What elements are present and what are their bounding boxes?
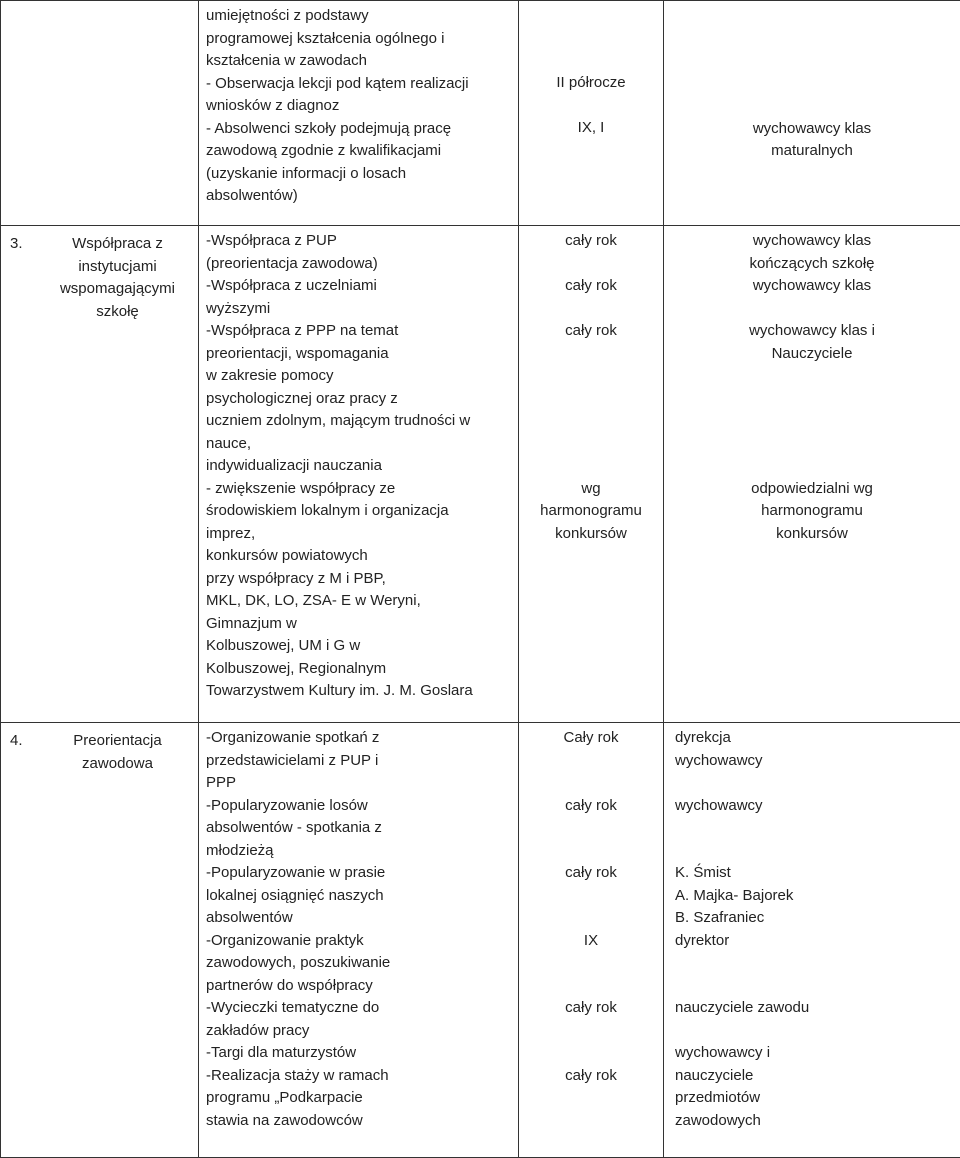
text-line: cały rok <box>523 1065 659 1088</box>
text-line: wg <box>523 478 659 501</box>
text-line: kończących szkołę <box>668 253 956 276</box>
text-line: szkołę <box>41 301 194 324</box>
text-line: wspomagającymi <box>41 278 194 301</box>
text-line: Kolbuszowej, Regionalnym <box>206 658 510 681</box>
text-line: konkursów <box>523 523 659 546</box>
row-theme <box>1 723 198 775</box>
text-line: zawodowa <box>41 753 194 776</box>
text-line: zawodową zgodnie z kwalifikacjami <box>206 140 510 163</box>
text-line <box>675 975 954 998</box>
text-line: konkursów <box>668 523 956 546</box>
text-line: cały rok <box>523 275 659 298</box>
term-lines <box>519 226 663 545</box>
responsible-cell <box>664 723 960 1158</box>
responsible-lines <box>664 226 960 545</box>
text-line: IX <box>523 930 659 953</box>
text-line <box>523 433 659 456</box>
text-line <box>675 772 954 795</box>
text-line: nauczyciele zawodu <box>675 997 954 1020</box>
text-line: Towarzystwem Kultury im. J. M. Goslara <box>206 680 510 703</box>
text-line: absolwentów) <box>206 185 510 208</box>
text-line: - Obserwacja lekcji pod kątem realizacji <box>206 73 510 96</box>
text-line: cały rok <box>523 997 659 1020</box>
text-line <box>668 28 956 51</box>
text-line <box>675 817 954 840</box>
text-line: Gimnazjum w <box>206 613 510 636</box>
description-cell <box>199 226 519 723</box>
description-cell <box>199 723 519 1158</box>
text-line: maturalnych <box>668 140 956 163</box>
text-line: odpowiedzialni wg <box>668 478 956 501</box>
theme-cell <box>1 723 199 1158</box>
text-line <box>523 750 659 773</box>
text-line: dyrektor <box>675 930 954 953</box>
text-line: -Współpraca z PUP <box>206 230 510 253</box>
responsible-lines <box>664 723 960 1132</box>
text-line <box>668 95 956 118</box>
description-cell <box>199 1 519 226</box>
text-line: absolwentów - spotkania z <box>206 817 510 840</box>
term-lines <box>519 723 663 1087</box>
table-row <box>1 1 960 226</box>
text-line: Kolbuszowej, UM i G w <box>206 635 510 658</box>
text-line: dyrekcja <box>675 727 954 750</box>
text-line <box>523 840 659 863</box>
text-line: harmonogramu <box>668 500 956 523</box>
term-cell <box>519 1 664 226</box>
text-line <box>523 1042 659 1065</box>
text-line: Nauczyciele <box>668 343 956 366</box>
text-line <box>523 388 659 411</box>
text-line <box>523 817 659 840</box>
text-line: środowiskiem lokalnym i organizacja <box>206 500 510 523</box>
text-line <box>523 49 659 72</box>
text-line: (uzyskanie informacji o losach <box>206 163 510 186</box>
text-line <box>668 298 956 321</box>
theme-cell <box>1 1 199 226</box>
text-line: instytucjami <box>41 256 194 279</box>
description-lines <box>199 226 518 703</box>
table-row <box>1 723 960 1158</box>
text-line: preorientacji, wspomagania <box>206 343 510 366</box>
text-line <box>668 455 956 478</box>
text-line: cały rok <box>523 795 659 818</box>
row-theme <box>1 226 198 323</box>
text-line: -Współpraca z PPP na temat <box>206 320 510 343</box>
text-line: -Popularyzowanie losów <box>206 795 510 818</box>
text-line: młodzieżą <box>206 840 510 863</box>
text-line <box>523 298 659 321</box>
text-line: konkursów powiatowych <box>206 545 510 568</box>
text-line: umiejętności z podstawy <box>206 5 510 28</box>
text-line: zawodowych, poszukiwanie <box>206 952 510 975</box>
text-line: zakładów pracy <box>206 1020 510 1043</box>
text-line: - Absolwenci szkoły podejmują pracę <box>206 118 510 141</box>
text-line: imprez, <box>206 523 510 546</box>
text-line <box>668 5 956 28</box>
text-line: programowej kształcenia ogólnego i <box>206 28 510 51</box>
text-line: lokalnej osiągnięć naszych <box>206 885 510 908</box>
text-line: -Organizowanie spotkań z <box>206 727 510 750</box>
responsible-cell <box>664 1 960 226</box>
responsible-cell <box>664 226 960 723</box>
text-line: partnerów do współpracy <box>206 975 510 998</box>
text-line: wychowawcy klas <box>668 275 956 298</box>
text-line: indywidualizacji nauczania <box>206 455 510 478</box>
text-line: cały rok <box>523 862 659 885</box>
term-cell <box>519 723 664 1158</box>
theme-cell <box>1 226 199 723</box>
text-line: -Realizacja staży w ramach <box>206 1065 510 1088</box>
text-line: nauce, <box>206 433 510 456</box>
text-line <box>668 433 956 456</box>
text-line: wychowawcy klas <box>668 230 956 253</box>
text-line <box>523 410 659 433</box>
text-line: przy współpracy z M i PBP, <box>206 568 510 591</box>
text-line: wychowawcy i <box>675 1042 954 1065</box>
text-line: wychowawcy klas i <box>668 320 956 343</box>
text-line: przedmiotów <box>675 1087 954 1110</box>
text-line <box>523 952 659 975</box>
row-number: 3. <box>10 233 23 256</box>
text-line: absolwentów <box>206 907 510 930</box>
text-line: -Współpraca z uczelniami <box>206 275 510 298</box>
description-lines <box>199 723 518 1132</box>
text-line: nauczyciele <box>675 1065 954 1088</box>
text-line: K. Śmist <box>675 862 954 885</box>
text-line <box>675 952 954 975</box>
term-cell <box>519 226 664 723</box>
text-line: - zwiększenie współpracy ze <box>206 478 510 501</box>
text-line <box>523 253 659 276</box>
text-line: zawodowych <box>675 1110 954 1133</box>
text-line: (preorientacja zawodowa) <box>206 253 510 276</box>
text-line: Preorientacja <box>41 730 194 753</box>
text-line: -Targi dla maturzystów <box>206 1042 510 1065</box>
text-line <box>523 455 659 478</box>
text-line: w zakresie pomocy <box>206 365 510 388</box>
text-line: programu „Podkarpacie <box>206 1087 510 1110</box>
text-line: MKL, DK, LO, ZSA- E w Weryni, <box>206 590 510 613</box>
description-lines <box>199 1 518 208</box>
text-line <box>523 365 659 388</box>
text-line: uczniem zdolnym, mającym trudności w <box>206 410 510 433</box>
text-line <box>668 50 956 73</box>
text-line <box>675 1020 954 1043</box>
text-line: cały rok <box>523 230 659 253</box>
responsible-lines <box>664 1 960 163</box>
text-line: Cały rok <box>523 727 659 750</box>
row-number: 4. <box>10 730 23 753</box>
text-line: stawia na zawodowców <box>206 1110 510 1133</box>
text-line: kształcenia w zawodach <box>206 50 510 73</box>
text-line: B. Szafraniec <box>675 907 954 930</box>
text-line: przedstawicielami z PUP i <box>206 750 510 773</box>
text-line: wychowawcy <box>675 750 954 773</box>
text-line <box>523 27 659 50</box>
term-lines <box>519 1 663 139</box>
text-line <box>523 772 659 795</box>
text-line <box>523 907 659 930</box>
table-row <box>1 226 960 723</box>
text-line <box>523 4 659 27</box>
text-line <box>523 343 659 366</box>
text-line: harmonogramu <box>523 500 659 523</box>
text-line: -Popularyzowanie w prasie <box>206 862 510 885</box>
text-line: psychologicznej oraz pracy z <box>206 388 510 411</box>
text-line: wychowawcy <box>675 795 954 818</box>
text-line <box>668 365 956 388</box>
text-line <box>675 840 954 863</box>
text-line <box>523 885 659 908</box>
text-line <box>523 975 659 998</box>
text-line <box>523 1020 659 1043</box>
text-line: Współpraca z <box>41 233 194 256</box>
text-line: cały rok <box>523 320 659 343</box>
text-line: -Organizowanie praktyk <box>206 930 510 953</box>
text-line: PPP <box>206 772 510 795</box>
text-line: A. Majka- Bajorek <box>675 885 954 908</box>
text-line <box>523 94 659 117</box>
text-line <box>668 410 956 433</box>
text-line <box>668 388 956 411</box>
text-line: wychowawcy klas <box>668 118 956 141</box>
text-line: -Wycieczki tematyczne do <box>206 997 510 1020</box>
text-line: IX, I <box>523 117 659 140</box>
text-line: wniosków z diagnoz <box>206 95 510 118</box>
text-line <box>668 73 956 96</box>
text-line: wyższymi <box>206 298 510 321</box>
text-line: II półrocze <box>523 72 659 95</box>
